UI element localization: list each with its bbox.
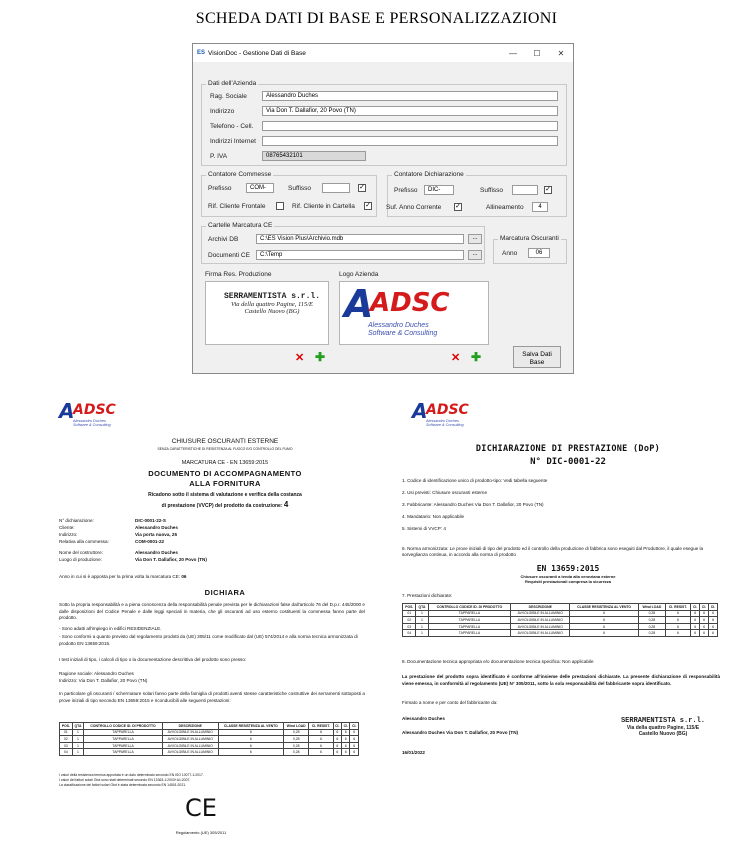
dop-item: 2. Usi previsti: Chiusure oscuranti esterne (402, 490, 488, 495)
table-header: QTA (416, 604, 428, 611)
fieldset-cartelle (201, 222, 485, 264)
archivi-db-browse-button[interactable]: ... (468, 234, 482, 244)
table-cell: 6 (309, 729, 333, 736)
table-cell: 6 (309, 749, 333, 756)
table-cell: 01 (60, 729, 73, 736)
dop-item: 5. Sistemi di VVCP: 4 (402, 526, 446, 531)
doc-right-item7: 7. Prestazioni dichiarate: (402, 593, 453, 598)
gestione-dati-window (192, 43, 574, 374)
firma-stamp (218, 292, 326, 315)
table-cell: 1 (72, 742, 83, 749)
table-cell: 6 (709, 610, 718, 617)
doc-left-title1: CHIUSURE OSCURANTI ESTERNE (171, 438, 279, 445)
doc-right-en-sub2: Requisiti prestazionali compresa la sicurezza (524, 579, 612, 584)
stamp-line1: SERRAMENTISTA s.r.l. (223, 292, 320, 301)
minimize-button[interactable]: — (509, 48, 517, 58)
table-header: Cl. (342, 723, 350, 730)
doc-left-ragione2: Indirizzo: Via Don T. Dallafior, 20 Povo (TN) (59, 678, 148, 683)
stamp-line2: Via della quattro Pagine, 115/E (230, 301, 314, 308)
field-key: Luogo di produzione: (59, 557, 102, 562)
table-cell: 6 (570, 630, 639, 637)
doc-left-field-row (59, 532, 279, 537)
table-cell: AVVOLGIBILE IN ALLUMINIO (162, 742, 218, 749)
table-header: POS. (403, 604, 416, 611)
table-cell: 6 (700, 617, 709, 624)
table-row (60, 729, 359, 736)
table-cell: 02 (403, 617, 416, 624)
doc-right-sig-name: Alessandro Duches (402, 716, 445, 721)
table-cell: AVVOLGIBILE IN ALLUMINIO (511, 630, 570, 637)
table-cell: 03 (403, 623, 416, 630)
table-cell: TAPPARELLA (84, 742, 163, 749)
table-cell: AVVOLGIBILE IN ALLUMINIO (511, 617, 570, 624)
table-cell: 0,28 (284, 749, 309, 756)
legend-contatore-commesse: Contatore Commesse (208, 171, 272, 178)
logo-image[interactable] (339, 281, 489, 345)
dop-item: 6. Norma armonizzata: Le prove iniziali di tipo del prodotto ed il controllo della produzione di fabbrica sono eseguiti dal Produttore, il quale esegue la sorveglianza continua, in accordo alla norma di prodotto (402, 546, 704, 557)
field-value: DIC-0001-22-S (135, 518, 166, 523)
dichiarazione-prefisso-input[interactable]: DIC- (424, 185, 454, 195)
table-cell: AVVOLGIBILE IN ALLUMINIO (162, 749, 218, 756)
table-cell: 6 (709, 623, 718, 630)
anno-label: Anno (502, 250, 518, 257)
doc-right-logo: A ADSC Alessandro Duches Software & Consulting (412, 399, 469, 428)
table-cell: 1 (72, 729, 83, 736)
note-line: La classificazione dei fattori solari Gtot è stata determinata secondo EN 14501:2021. (59, 783, 187, 787)
dichiarazione-suffisso-input[interactable] (512, 185, 538, 195)
table-cell: 6 (350, 729, 359, 736)
table-cell: 6 (700, 630, 709, 637)
doc-right-stamp: SERRAMENTISTA s.r.l. Via della quattro Pagine, 115/E Castello Nuovo (BG) (620, 717, 705, 737)
table-cell: 6 (350, 749, 359, 756)
doc-right-number: N° DIC-0001-22 (530, 457, 606, 467)
table-cell: 6 (342, 729, 350, 736)
dop-item: 4. Mandatario: Non applicabile (402, 514, 465, 519)
note-line: I valori della resistenza termica apportata è un dato determinato secondo EN ISO 10077-1:2017. (59, 773, 204, 777)
table-cell: 6 (218, 736, 284, 743)
doc-left-para3: In particolare gli oscuranti / schermature solari fanno parte della famiglia di prodotti aventi stesse caratteristiche costruttive dei serramenti sottoposti a prove iniziali di tipo secondo EN 13659:2015 e riconducibili alle seguenti prestazioni: (59, 691, 365, 703)
commesse-suffisso-checkbox[interactable]: ✓ (359, 184, 365, 191)
table-row (403, 630, 718, 637)
table-cell: 6 (309, 736, 333, 743)
table-cell: 1 (72, 736, 83, 743)
field-value: Via Don T. Dallafior, 20 Povo (TN) (135, 557, 207, 562)
doc-left-title1-sub: SENZA CARATTERISTICHE DI RESISTENZA AL FUOCO E/O CONTROLLO DEL FUMO (157, 447, 293, 451)
table-cell: 6 (570, 617, 639, 624)
doc-left-field-row (59, 518, 279, 523)
table-cell: 0,28 (639, 617, 665, 624)
doc-left-notes (59, 773, 204, 788)
commesse-prefisso-label: Prefisso (208, 185, 232, 192)
internet-label: Indirizzi Internet (210, 138, 256, 145)
legend-dati-azienda: Dati dell'Azienda (208, 80, 257, 87)
doc-left-para1: Sotto la propria responsabilità e a piena conoscenza della responsabilità penale prevista per le dichiarazioni false dall'articolo 76 del D.p.r. 445/2000 e dalle disposizioni del Codice Penale e dalle leggi speciali in materia, che gli oscuranti ad uso esterno costituenti la commessa fanno parte del prodotto. (59, 602, 365, 620)
close-window-button[interactable]: ✕ (557, 48, 565, 58)
table-row (60, 736, 359, 743)
logo-add-button[interactable]: ✚ (471, 350, 482, 364)
commesse-suffisso-input[interactable] (322, 183, 350, 193)
doc-left-field-row (59, 525, 279, 530)
rif-cartella-checkbox[interactable]: ✓ (365, 202, 371, 209)
adsc-logo (344, 282, 484, 342)
field-value: Alessandro Duches (135, 550, 178, 555)
table-cell: TAPPARELLA (84, 736, 163, 743)
doc-left-title2: DOCUMENTO DI ACCOMPAGNAMENTO (148, 469, 302, 478)
doc-right-en-sub1: Chiusure oscuranti a tenda alla veneziana esterne (520, 574, 616, 579)
table-cell: AVVOLGIBILE IN ALLUMINIO (511, 610, 570, 617)
table-cell: 6 (700, 610, 709, 617)
table-header: DESCRIZIONE (511, 604, 570, 611)
adsc-logo-text: ADSC (370, 288, 450, 318)
table-row (403, 610, 718, 617)
field-key: Nome del costruttore: (59, 550, 103, 555)
suf-anno-label: Suf. Anno Corrente (386, 204, 442, 211)
doc-right-en: EN 13659:2015 (536, 564, 600, 573)
table-header: POS. (60, 723, 73, 730)
table-cell: 6 (342, 736, 350, 743)
commesse-prefisso-input[interactable]: COM- (246, 183, 274, 193)
table-cell: 01 (403, 610, 416, 617)
table-row (60, 749, 359, 756)
table-cell: 6 (333, 742, 341, 749)
table-cell: 6 (665, 623, 691, 630)
logo-delete-button[interactable]: ✕ (451, 352, 461, 364)
suf-anno-checkbox[interactable]: ✓ (455, 203, 461, 210)
piva-input[interactable]: 08765432101 (262, 151, 366, 161)
table-cell: 0,28 (639, 630, 665, 637)
field-key: Relativa alla commessa: (59, 539, 109, 544)
table-cell: TAPPARELLA (428, 617, 511, 624)
firma-image[interactable] (205, 281, 329, 345)
table-cell: AVVOLGIBILE IN ALLUMINIO (162, 729, 218, 736)
logo-label: Logo Azienda (339, 271, 379, 278)
ce-mark: CE (185, 794, 217, 822)
table-header: CLASSE RESISTENZA AL VENTO (570, 604, 639, 611)
table-cell: 6 (665, 610, 691, 617)
documenti-ce-input[interactable]: C:\Temp (256, 250, 464, 260)
table-cell: 6 (333, 729, 341, 736)
field-value: COM-0001-22 (135, 539, 165, 544)
table-cell: 04 (403, 630, 416, 637)
piva-label: P. IVA (210, 153, 228, 160)
doc-right-title: DICHIARAZIONE DI PRESTAZIONE (DoP) (475, 444, 661, 454)
table-row (60, 742, 359, 749)
salva-dati-base-button[interactable]: Salva Dati Base (513, 346, 561, 368)
dichiarazione-suffisso-label: Suffisso (480, 187, 504, 194)
firma-add-button[interactable]: ✚ (315, 350, 326, 364)
page-heading: SCHEDA DATI DI BASE E PERSONALIZZAZIONI (195, 10, 558, 27)
table-cell: 03 (60, 742, 73, 749)
firma-label: Firma Res. Produzione (205, 271, 272, 278)
note-line: I valori dei fattori solari Gtot sono stati determinati secondo EN 13363-1:2003+A1:2007. (59, 778, 191, 782)
table-cell: 6 (709, 617, 718, 624)
table-cell: 6 (570, 623, 639, 630)
field-key: Indirizzo: (59, 532, 78, 537)
fieldset-dati-azienda (201, 80, 567, 166)
table-cell: TAPPARELLA (428, 610, 511, 617)
table-cell: 6 (333, 736, 341, 743)
table-header: Cl. (350, 723, 359, 730)
table-cell: 6 (691, 617, 700, 624)
table-cell: 6 (700, 623, 709, 630)
archivi-db-input[interactable]: C:\ES Vision Plus\Archivio.mdb (256, 234, 464, 244)
firma-delete-button[interactable]: ✕ (295, 352, 305, 364)
rif-frontale-label: Rif. Cliente Frontale (208, 203, 266, 210)
table-cell: 0,28 (284, 729, 309, 736)
doc-right-date: 16/01/2022 (402, 750, 425, 755)
doc-right-sig-addr: Alessandro Duches Via Don T. Dallafior, 20 Povo (TN) (402, 730, 519, 735)
legend-cartelle: Cartelle Marcatura CE (208, 222, 273, 229)
table-cell: 6 (218, 749, 284, 756)
table-cell: 0,28 (639, 623, 665, 630)
doc-left-ragione1: Ragione sociale: Alessandro Duches (59, 671, 134, 676)
dichiarazione-prefisso-label: Prefisso (394, 187, 418, 194)
table-row (403, 617, 718, 624)
doc-right-firmato: Firmato a nome e per conto del fabbricante da: (402, 700, 498, 705)
table-cell: 6 (218, 729, 284, 736)
table-header: DESCRIZIONE (162, 723, 218, 730)
commesse-suffisso-label: Suffisso (288, 185, 312, 192)
table-cell: TAPPARELLA (84, 749, 163, 756)
table-cell: 6 (665, 617, 691, 624)
legend-contatore-dichiarazione: Contatore Dichiarazione (394, 171, 464, 178)
table-cell: 6 (342, 742, 350, 749)
table-cell: 6 (342, 749, 350, 756)
doc-left-field-row (59, 550, 279, 555)
table-cell: 0,28 (284, 736, 309, 743)
rif-cartella-label: Rif. Cliente in Cartella (292, 203, 355, 210)
adsc-a-mark: A (344, 282, 374, 326)
table-cell: 6 (570, 610, 639, 617)
field-value: Via porta nuova, 25 (135, 532, 178, 537)
rag-sociale-input[interactable]: Alessandro Duches (262, 91, 558, 101)
doc-left-logo: A ADSC Alessandro Duches Software & Consulting (59, 399, 116, 428)
table-header: Cl. RESIST. (309, 723, 333, 730)
table-cell: 0,28 (639, 610, 665, 617)
table-header: Cl. RESIST. (665, 604, 691, 611)
table-cell: TAPPARELLA (428, 630, 511, 637)
doc-left-field-row (59, 539, 279, 544)
table-cell: TAPPARELLA (84, 729, 163, 736)
doc-left-field-row (59, 557, 279, 562)
window-titlebar (193, 44, 573, 62)
table-cell: 6 (333, 749, 341, 756)
app-icon: ES (197, 50, 206, 56)
dichiarazione-suffisso-checkbox[interactable]: ✓ (545, 186, 551, 193)
doc-left-dichiara: DICHIARA (204, 588, 246, 597)
internet-input[interactable] (262, 136, 558, 146)
table-header: Cl. (691, 604, 700, 611)
doc-left-bullet1: - Sono adatti all'impiego in edifici RESIDENZIALE. (59, 626, 162, 631)
table-cell: 1 (416, 630, 428, 637)
window-title: VisionDoc - Gestione Dati di Base (208, 49, 306, 57)
doc-left-table (59, 722, 359, 756)
table-cell: AVVOLGIBILE IN ALLUMINIO (511, 623, 570, 630)
legend-marcatura-oscuranti: Marcatura Oscuranti (500, 235, 559, 242)
fieldset-marcatura-oscuranti (493, 235, 567, 264)
doc-left-marcatura: MARCATURA CE - EN 13659:2015 (181, 460, 269, 466)
doc-right-item8: 8. Documentazione tecnica appropriata e/o documentazione tecnica specifica: Non applicabile (402, 659, 594, 664)
table-cell: 0,28 (284, 742, 309, 749)
table-cell: 6 (350, 742, 359, 749)
table-cell: 6 (218, 742, 284, 749)
stamp-line3: Castello Nuovo (BG) (244, 308, 300, 315)
table-header: Cl. (709, 604, 718, 611)
table-header: Cl. (700, 604, 709, 611)
table-row (403, 623, 718, 630)
dop-item: 3. Fabbricante: Alessandro Duches Via Don T. Dallafior, 20 Povo (TN) (402, 502, 544, 507)
doc-left-regolamento: Regolamento (UE) 305/2011 (175, 830, 227, 835)
table-cell: 6 (309, 742, 333, 749)
table-header: CLASSE RESISTENZA AL VENTO (218, 723, 284, 730)
doc-left-anno: Anno in cui si è apposta per la prima volta la marcatura CE: 06 (59, 574, 187, 579)
doc-right-table (402, 603, 718, 637)
telefono-input[interactable] (262, 121, 558, 131)
rag-sociale-label: Rag. Sociale (210, 93, 247, 100)
documenti-ce-browse-button[interactable]: ... (468, 250, 482, 260)
table-header: Wind LOAD (639, 604, 665, 611)
documenti-ce-label: Documenti CE (208, 252, 250, 259)
field-key: N° dichiarazione: (59, 518, 94, 523)
doc-dop (398, 399, 738, 762)
table-cell: 6 (665, 630, 691, 637)
doc-right-para: La prestazione del prodotto sopra identificato è conforme all'insieme delle prestazioni dichiarate. La presente dichiarazione di responsabilità viene emessa, in conformità al regolamento (UE) N° 305/2011, sotto la sola responsabilità del fabbricante sopra identificato. (402, 674, 720, 686)
table-header: CONTROLLO CODICE ID. DI PRODOTTO (84, 723, 163, 730)
fieldset-contatore-dichiarazione (386, 171, 567, 217)
table-cell: 1 (416, 617, 428, 624)
maximize-button[interactable]: ☐ (533, 48, 541, 58)
field-key: Cliente: (59, 525, 75, 530)
field-value: Alessandro Duches (135, 525, 178, 530)
table-cell: 02 (60, 736, 73, 743)
dop-item: 1. Codice di identificazione unico di prodotto-tipo: Vedi tabella seguente (402, 478, 548, 483)
doc-left-bullet2: - Sono conformi a quanto previsto dal regolamento prodotti da (UE) 305/11 come modificato dal (UE) 574/2014 e alla norma tecnica armonizzata di prodotto EN 13659:2015. (59, 634, 358, 646)
fieldset-contatore-commesse (201, 171, 377, 217)
doc-left-sys1: Ricadono sotto il sistema di valutazione e verifica della costanza (148, 492, 302, 498)
table-header: CONTROLLO CODICE ID. DI PRODOTTO (428, 604, 511, 611)
anno-input[interactable]: 06 (528, 248, 550, 258)
indirizzo-input[interactable]: Via Don T. Dallafior, 20 Povo (TN) (262, 106, 558, 116)
telefono-label: Telefono - Cell. (210, 123, 254, 130)
table-cell: 6 (691, 630, 700, 637)
table-cell: 6 (691, 610, 700, 617)
table-header: Cl. (333, 723, 341, 730)
table-header: Wind LOAD (284, 723, 309, 730)
table-header: QTA (72, 723, 83, 730)
doc-left-para2: I test iniziali di tipo, i calcoli di tipo o la documentazione descrittiva del prodotto sono presso: (59, 657, 247, 662)
table-cell: 04 (60, 749, 73, 756)
indirizzo-label: Indirizzo (210, 108, 235, 115)
adsc-logo-sub: Alessandro Duches Software & Consulting (368, 322, 438, 338)
table-cell: AVVOLGIBILE IN ALLUMINIO (162, 736, 218, 743)
table-cell: TAPPARELLA (428, 623, 511, 630)
table-cell: 6 (709, 630, 718, 637)
table-cell: 1 (416, 623, 428, 630)
rif-frontale-checkbox[interactable] (276, 202, 284, 210)
allineamento-label: Allineamento (486, 204, 524, 211)
table-cell: 6 (350, 736, 359, 743)
table-cell: 1 (72, 749, 83, 756)
doc-accompagnamento (55, 399, 395, 842)
doc-left-title3: ALLA FORNITURA (189, 479, 261, 488)
doc-left-sys2: di prestazione (VVCP) del prodotto da costruzione: 4 (161, 500, 289, 509)
allineamento-input[interactable]: 4 (532, 202, 548, 212)
archivi-db-label: Archivi DB (208, 236, 239, 243)
table-cell: 1 (416, 610, 428, 617)
table-cell: 6 (691, 623, 700, 630)
